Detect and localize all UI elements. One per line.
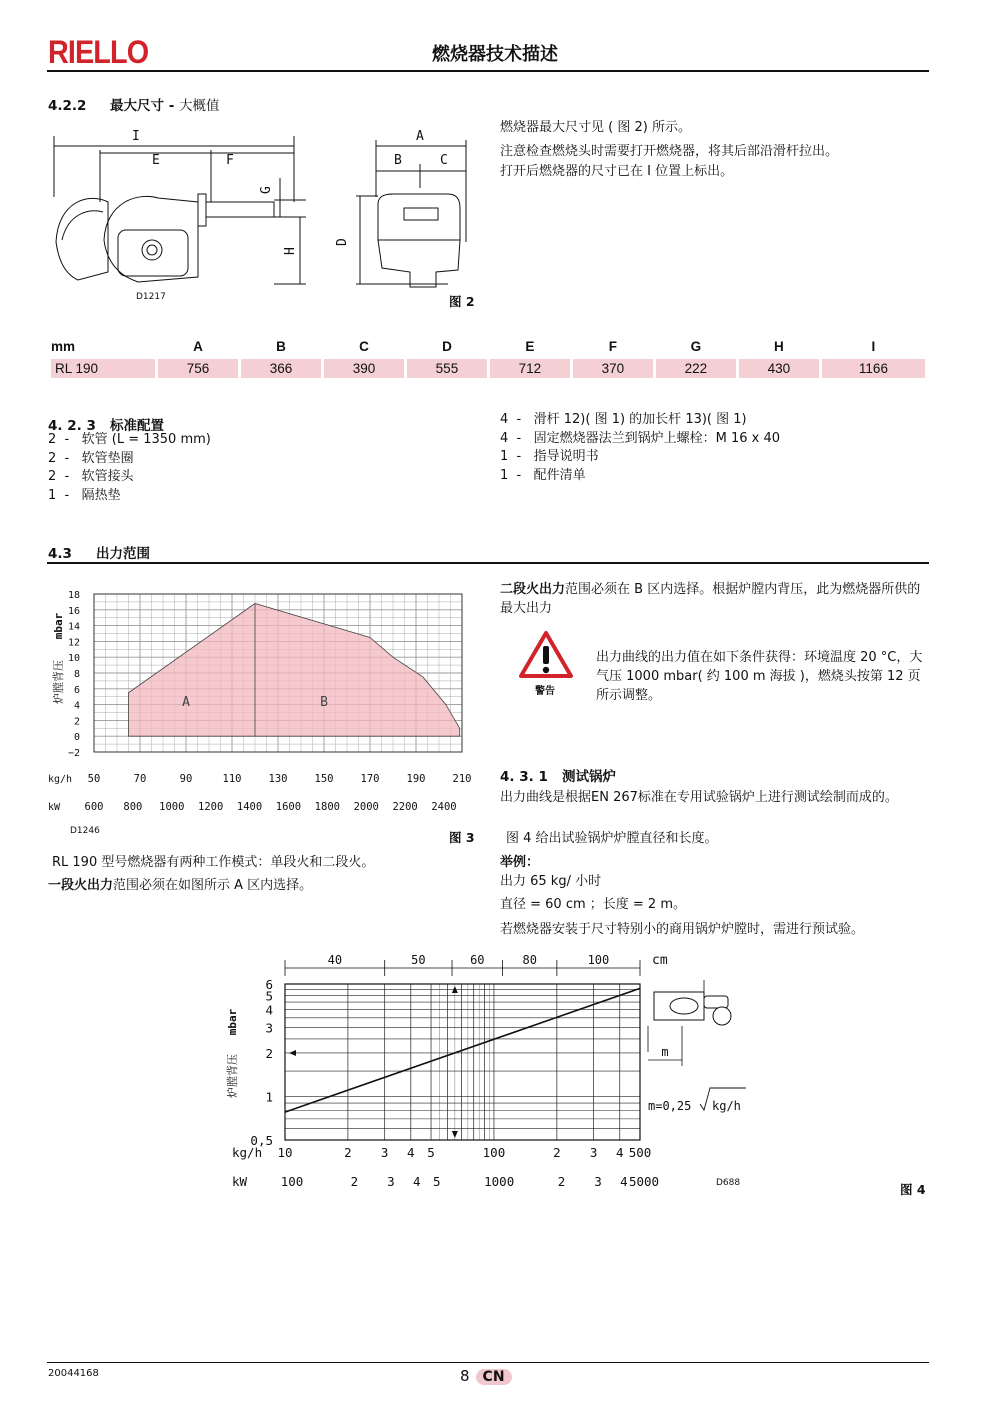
kw-tick-label: 1000: [484, 1174, 515, 1189]
cm-label: 60: [470, 953, 485, 967]
x-tick-label: 190: [406, 773, 426, 785]
y-tick-label: 2: [265, 1045, 273, 1061]
x-tick-label: 100: [482, 1145, 506, 1160]
col-header: I: [871, 339, 876, 354]
page-number-block: [460, 1367, 512, 1385]
test-boiler-text: 出力曲线是根据EN 267标准在专用试验锅炉上进行测试绘制而成的。: [500, 790, 898, 805]
y-tick-label: 0: [73, 732, 80, 744]
operation-modes-text: RL 190 型号燃烧器有两种工作模式：单段火和二段火。: [52, 855, 375, 870]
x-unit-top: kg/h: [48, 774, 73, 785]
table-cell: RL 190: [51, 359, 155, 378]
y-tick-label: 0,5: [250, 1133, 273, 1148]
list-item: 1 - 指导说明书: [500, 449, 599, 464]
x-tick-label: 150: [314, 773, 334, 785]
kw-tick-label: 600: [84, 801, 104, 813]
kw-tick-label: 3: [594, 1174, 602, 1189]
zone-label-a: A: [182, 695, 190, 711]
kw-tick-label: 5000: [628, 1174, 660, 1189]
col-header: mm: [51, 339, 76, 354]
kw-tick-label: 4: [412, 1174, 421, 1189]
language-badge: CN: [476, 1369, 512, 1385]
formula-text: m=0,25: [648, 1099, 692, 1113]
y-tick-label: −2: [67, 748, 80, 759]
cm-label: 80: [522, 953, 537, 967]
col-header: B: [276, 339, 286, 354]
m-label: m: [661, 1045, 669, 1059]
dim-label-b: B: [394, 153, 402, 168]
example-label: 举例：: [500, 855, 540, 870]
y-tick-label: 8: [73, 669, 80, 680]
kw-tick-label: 1200: [198, 801, 224, 813]
x-tick-label: 70: [133, 773, 147, 785]
kw-tick-label: 1000: [159, 801, 185, 813]
section-4-2-3-heading: 4. 2. 3 标准配置: [48, 418, 164, 434]
kw-tick-label: 1600: [275, 801, 302, 813]
x-tick-label: 90: [179, 773, 193, 785]
y-axis-unit: mbar: [52, 612, 65, 640]
y-tick-label: 18: [67, 590, 80, 601]
table-cell: 430: [739, 359, 819, 378]
x-tick-label: 10: [277, 1145, 293, 1160]
riello-logo: RIELLO: [48, 34, 149, 70]
kw-tick-label: 2: [350, 1174, 359, 1189]
kw-tick-label: 2000: [353, 801, 379, 813]
cm-unit: cm: [652, 953, 668, 968]
dims-note2: 打开后燃烧器的尺寸已在 I 位置上标出。: [500, 164, 734, 179]
flame-shape: [670, 998, 698, 1014]
footer-rule: [47, 1362, 929, 1363]
y-axis-label: 炉膛背压: [52, 660, 65, 704]
cm-label: 100: [587, 953, 610, 967]
warning-label: 警告: [535, 686, 555, 697]
example-output: 出力 65 kg/ 小时: [500, 874, 602, 889]
x-tick-label: 130: [268, 773, 288, 785]
section-rule: [47, 562, 929, 564]
cm-label: 40: [327, 953, 343, 967]
table-cell: 370: [573, 359, 653, 378]
dim-label-i: I: [132, 129, 140, 144]
section-4-3-heading: 4.3 出力范围: [48, 546, 150, 562]
figure-4-label: 图 4: [900, 1182, 926, 1197]
figure-2-code: D1217: [136, 292, 166, 302]
dim-label-c: C: [440, 153, 448, 168]
y-tick-label: 4: [265, 1002, 273, 1018]
warning-text: 出力曲线的出力值在如下条件获得：环境温度 20 °C，大气压 1000 mbar( 约 100 m 海拔 )，燃烧头按第 12 页所示调整。: [596, 650, 923, 703]
x-tick-label: 4: [615, 1145, 624, 1160]
dim-label-g: G: [259, 186, 274, 194]
x-tick-label: 3: [589, 1145, 598, 1160]
kw-tick-label: 800: [123, 801, 143, 813]
stage1-paragraph: 一段火出力范围必须在如图所示 A 区内选择。: [48, 878, 313, 893]
x-tick-label: 110: [222, 773, 242, 785]
list-item: 1 - 隔热垫: [48, 487, 121, 503]
list-item: 2 - 软管垫圈: [48, 450, 134, 466]
list-item: 2 - 软管 (L = 1350 mm): [48, 432, 211, 447]
table-cell: 555: [407, 359, 487, 378]
page-number: 8: [460, 1367, 470, 1385]
x-unit-bottom: kW: [48, 802, 61, 813]
dims-note: 注意检查燃烧头时需要打开燃烧器，将其后部沿滑杆拉出。: [500, 144, 839, 159]
y-tick-label: 16: [67, 605, 80, 617]
boiler-line: [285, 988, 640, 1112]
y-axis-unit: mbar: [226, 1008, 239, 1036]
kw-tick-label: 2200: [392, 801, 418, 813]
list-item: 4 - 滑杆 12)( 图 1) 的加长杆 13)( 图 1): [500, 412, 747, 427]
document-number: 20044168: [48, 1368, 99, 1379]
dim-label-f: F: [226, 153, 234, 168]
output-range-chart: [48, 584, 478, 820]
kw-tick-label: 3: [387, 1174, 395, 1189]
table-cell: 222: [656, 359, 736, 378]
kw-tick-label: 2400: [431, 801, 457, 813]
col-header: D: [442, 339, 452, 354]
test-boiler-chart: [222, 948, 762, 1198]
list-item: 2 - 软管接头: [48, 469, 134, 484]
dimensions-header-row: [51, 337, 925, 356]
y-tick-label: 10: [67, 653, 80, 665]
y-tick-label: 14: [67, 621, 80, 633]
example-dimensions: 直径 = 60 cm ；长度 = 2 m。: [500, 897, 686, 912]
y-tick-label: 6: [265, 977, 273, 992]
y-tick-label: 6: [73, 684, 80, 696]
y-tick-label: 3: [265, 1020, 273, 1036]
zone-label-b: B: [320, 695, 328, 711]
dimensions-table: [48, 334, 928, 381]
x-tick-label: 4: [407, 1145, 415, 1160]
table-row: [51, 359, 925, 378]
list-item: 4 - 固定燃烧器法兰到锅炉上螺栓：M 16 x 40: [500, 430, 781, 446]
section-4-2-2-heading: 4.2.2 最大尺寸 - 大概值: [48, 98, 220, 114]
table-cell: 712: [490, 359, 570, 378]
kw-tick-label: 2: [557, 1174, 566, 1189]
kw-tick-label: 100: [280, 1174, 304, 1189]
x-tick-label: 500: [628, 1145, 652, 1160]
table-cell: 366: [241, 359, 321, 378]
formula-root-text: kg/h: [712, 1099, 741, 1113]
col-header: C: [359, 339, 369, 354]
table-cell: 390: [324, 359, 404, 378]
standard-accessories-right: [500, 411, 780, 485]
x-tick-label: 3: [380, 1145, 389, 1160]
dim-label-h: H: [283, 247, 298, 255]
dim-label-d: D: [335, 238, 350, 246]
y-tick-label: 4: [73, 700, 80, 712]
header-title: 燃烧器技术描述: [432, 44, 558, 65]
x-tick-label: 170: [360, 773, 380, 785]
figure-3-code: D1246: [70, 826, 100, 836]
x-unit-top: kg/h: [232, 1145, 263, 1160]
figure-3-label: 图 3: [449, 830, 475, 845]
dims-intro: 燃烧器最大尺寸见 ( 图 2) 所示。: [500, 120, 691, 135]
arrow-left-marker: [289, 1050, 296, 1056]
dim-label-e: E: [152, 153, 160, 168]
burner-dimension-drawing: [48, 122, 488, 312]
kw-tick-label: 1800: [314, 801, 340, 813]
stage2-paragraph: 二段火出力范围必须在 B 区内选择。根据炉膛内背压，此为燃烧器所供的最大出力: [500, 582, 921, 616]
y-tick-label: 2: [73, 716, 80, 728]
standard-accessories-left: [48, 431, 211, 505]
x-tick-label: 2: [553, 1145, 561, 1160]
kw-tick-label: 5: [433, 1174, 441, 1189]
col-header: H: [774, 339, 784, 354]
dim-label-a: A: [416, 129, 424, 144]
x-tick-label: 210: [452, 773, 472, 785]
burner-head: [704, 996, 728, 1008]
table-cell: 1166: [822, 359, 925, 378]
small-boiler-note: 若燃烧器安装于尺寸特别小的商用锅炉炉膛时，需进行预试验。: [500, 922, 865, 937]
burner-fan: [713, 1007, 731, 1025]
y-axis-label: 炉膛背压: [226, 1054, 239, 1098]
figure-2-label: 图 2: [449, 294, 475, 309]
x-unit-bottom: kW: [232, 1174, 248, 1189]
col-header: A: [193, 339, 203, 354]
x-tick-label: 2: [344, 1145, 352, 1160]
arrow-down-marker: [452, 1131, 458, 1138]
col-header: G: [690, 339, 702, 354]
y-tick-label: 12: [67, 637, 80, 649]
working-range-area: [129, 603, 460, 736]
section-4-3-1-heading: 4. 3. 1 测试锅炉: [500, 769, 616, 785]
list-item: 1 - 配件清单: [500, 467, 586, 483]
kw-tick-label: 4: [620, 1174, 628, 1189]
header-rule: [47, 70, 929, 72]
figure-4-code: D688: [716, 1178, 741, 1188]
x-tick-label: 5: [427, 1145, 435, 1160]
x-tick-label: 50: [87, 773, 101, 785]
cm-label: 50: [411, 953, 426, 967]
y-tick-label: 5: [265, 988, 273, 1004]
y-tick-label: 1: [265, 1089, 273, 1105]
table-cell: 756: [158, 359, 238, 378]
kw-tick-label: 1400: [236, 801, 263, 813]
col-header: F: [608, 339, 618, 354]
test-boiler-fig-ref: 图 4 给出试验锅炉炉膛直径和长度。: [506, 831, 718, 846]
col-header: E: [525, 339, 535, 354]
